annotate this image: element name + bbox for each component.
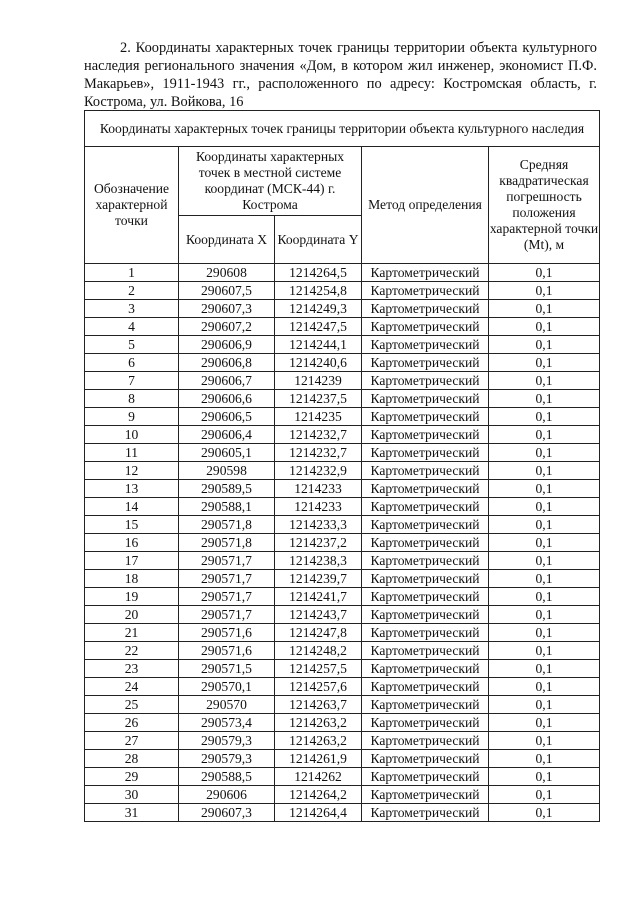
method-cell: Картометрический — [362, 372, 489, 390]
point-cell: 25 — [85, 696, 179, 714]
error-cell: 0,1 — [489, 570, 600, 588]
x-cell: 290579,3 — [179, 732, 275, 750]
method-cell: Картометрический — [362, 390, 489, 408]
method-cell: Картометрический — [362, 444, 489, 462]
y-cell: 1214232,7 — [275, 426, 362, 444]
x-cell: 290589,5 — [179, 480, 275, 498]
method-cell: Картометрический — [362, 552, 489, 570]
table-row — [85, 462, 600, 480]
error-cell: 0,1 — [489, 426, 600, 444]
x-cell: 290571,7 — [179, 570, 275, 588]
y-cell: 1214233,3 — [275, 516, 362, 534]
error-cell: 0,1 — [489, 714, 600, 732]
method-cell: Картометрический — [362, 354, 489, 372]
x-cell: 290570,1 — [179, 678, 275, 696]
table-row — [85, 390, 600, 408]
point-cell: 18 — [85, 570, 179, 588]
table-row — [85, 678, 600, 696]
point-cell: 20 — [85, 606, 179, 624]
table-row — [85, 408, 600, 426]
point-cell: 4 — [85, 318, 179, 336]
point-cell: 21 — [85, 624, 179, 642]
header-method: Метод определения — [362, 147, 489, 264]
x-cell: 290571,7 — [179, 606, 275, 624]
method-cell: Картометрический — [362, 588, 489, 606]
method-cell: Картометрический — [362, 516, 489, 534]
y-cell: 1214239 — [275, 372, 362, 390]
y-cell: 1214249,3 — [275, 300, 362, 318]
intro-paragraph-block — [84, 39, 597, 111]
point-cell: 14 — [85, 498, 179, 516]
error-cell: 0,1 — [489, 282, 600, 300]
y-cell: 1214264,2 — [275, 786, 362, 804]
table-row — [85, 750, 600, 768]
x-cell: 290605,1 — [179, 444, 275, 462]
error-cell: 0,1 — [489, 786, 600, 804]
point-cell: 8 — [85, 390, 179, 408]
point-cell: 28 — [85, 750, 179, 768]
x-cell: 290588,1 — [179, 498, 275, 516]
y-cell: 1214243,7 — [275, 606, 362, 624]
x-cell: 290579,3 — [179, 750, 275, 768]
method-cell: Картометрический — [362, 534, 489, 552]
table-row — [85, 804, 600, 822]
x-cell: 290606,5 — [179, 408, 275, 426]
error-cell: 0,1 — [489, 624, 600, 642]
x-cell: 290598 — [179, 462, 275, 480]
method-cell: Картометрический — [362, 642, 489, 660]
y-cell: 1214235 — [275, 408, 362, 426]
method-cell: Картометрический — [362, 624, 489, 642]
table-row — [85, 444, 600, 462]
table-row — [85, 552, 600, 570]
point-cell: 29 — [85, 768, 179, 786]
table-row — [85, 696, 600, 714]
y-cell: 1214264,5 — [275, 264, 362, 282]
y-cell: 1214264,4 — [275, 804, 362, 822]
x-cell: 290588,5 — [179, 768, 275, 786]
header-point: Обозначение характерной точки — [85, 147, 179, 264]
header-y: Координата Y — [275, 216, 362, 264]
point-cell: 3 — [85, 300, 179, 318]
y-cell: 1214233 — [275, 480, 362, 498]
method-cell: Картометрический — [362, 480, 489, 498]
error-cell: 0,1 — [489, 372, 600, 390]
error-cell: 0,1 — [489, 750, 600, 768]
y-cell: 1214263,2 — [275, 732, 362, 750]
error-cell: 0,1 — [489, 768, 600, 786]
table-row — [85, 732, 600, 750]
y-cell: 1214239,7 — [275, 570, 362, 588]
x-cell: 290571,8 — [179, 534, 275, 552]
method-cell: Картометрический — [362, 696, 489, 714]
table-row — [85, 480, 600, 498]
point-cell: 2 — [85, 282, 179, 300]
y-cell: 1214241,7 — [275, 588, 362, 606]
method-cell: Картометрический — [362, 768, 489, 786]
point-cell: 30 — [85, 786, 179, 804]
x-cell: 290607,2 — [179, 318, 275, 336]
error-cell: 0,1 — [489, 408, 600, 426]
y-cell: 1214261,9 — [275, 750, 362, 768]
error-cell: 0,1 — [489, 642, 600, 660]
method-cell: Картометрический — [362, 750, 489, 768]
error-cell: 0,1 — [489, 480, 600, 498]
method-cell: Картометрический — [362, 408, 489, 426]
table-row — [85, 318, 600, 336]
y-cell: 1214263,2 — [275, 714, 362, 732]
error-cell: 0,1 — [489, 318, 600, 336]
error-cell: 0,1 — [489, 804, 600, 822]
y-cell: 1214237,2 — [275, 534, 362, 552]
error-cell: 0,1 — [489, 588, 600, 606]
table-row — [85, 534, 600, 552]
y-cell: 1214257,6 — [275, 678, 362, 696]
error-cell: 0,1 — [489, 696, 600, 714]
y-cell: 1214262 — [275, 768, 362, 786]
method-cell: Картометрический — [362, 318, 489, 336]
error-cell: 0,1 — [489, 534, 600, 552]
y-cell: 1214233 — [275, 498, 362, 516]
y-cell: 1214238,3 — [275, 552, 362, 570]
table-row — [85, 300, 600, 318]
table-row — [85, 282, 600, 300]
y-cell: 1214248,2 — [275, 642, 362, 660]
table-row — [85, 714, 600, 732]
method-cell: Картометрический — [362, 732, 489, 750]
table-row — [85, 336, 600, 354]
error-cell: 0,1 — [489, 462, 600, 480]
method-cell: Картометрический — [362, 570, 489, 588]
intro-text: 2. Координаты характерных точек границы территории объекта культурного наследия регионального значения «Дом, в котором жил инженер, экономист П.Ф. Макарьев», 1911-1943 гг., расположенного по адресу: Костромская область, г. Кострома, ул. Войкова, 16 — [84, 40, 597, 110]
point-cell: 15 — [85, 516, 179, 534]
table-row — [85, 606, 600, 624]
method-cell: Картометрический — [362, 300, 489, 318]
header-coords-group: Координаты характерных точек в местной системе координат (МСК-44) г. Кострома — [179, 147, 362, 216]
point-cell: 19 — [85, 588, 179, 606]
x-cell: 290607,5 — [179, 282, 275, 300]
point-cell: 6 — [85, 354, 179, 372]
x-cell: 290606,6 — [179, 390, 275, 408]
table-row — [85, 354, 600, 372]
error-cell: 0,1 — [489, 264, 600, 282]
y-cell: 1214237,5 — [275, 390, 362, 408]
x-cell: 290571,6 — [179, 642, 275, 660]
table-row — [85, 426, 600, 444]
method-cell: Картометрический — [362, 804, 489, 822]
error-cell: 0,1 — [489, 336, 600, 354]
point-cell: 17 — [85, 552, 179, 570]
point-cell: 24 — [85, 678, 179, 696]
header-error: Средняя квадратическая погрешность положения характерной точки (Mt), м — [489, 147, 600, 264]
error-cell: 0,1 — [489, 660, 600, 678]
x-cell: 290606,9 — [179, 336, 275, 354]
point-cell: 27 — [85, 732, 179, 750]
y-cell: 1214244,1 — [275, 336, 362, 354]
error-cell: 0,1 — [489, 732, 600, 750]
method-cell: Картометрический — [362, 462, 489, 480]
method-cell: Картометрический — [362, 714, 489, 732]
method-cell: Картометрический — [362, 426, 489, 444]
y-cell: 1214257,5 — [275, 660, 362, 678]
error-cell: 0,1 — [489, 516, 600, 534]
x-cell: 290571,8 — [179, 516, 275, 534]
y-cell: 1214240,6 — [275, 354, 362, 372]
y-cell: 1214247,8 — [275, 624, 362, 642]
table-row — [85, 570, 600, 588]
error-cell: 0,1 — [489, 390, 600, 408]
x-cell: 290608 — [179, 264, 275, 282]
y-cell: 1214254,8 — [275, 282, 362, 300]
error-cell: 0,1 — [489, 606, 600, 624]
table-caption: Координаты характерных точек границы территории объекта культурного наследия — [85, 111, 600, 147]
coordinates-table — [84, 110, 600, 822]
method-cell: Картометрический — [362, 336, 489, 354]
point-cell: 12 — [85, 462, 179, 480]
point-cell: 16 — [85, 534, 179, 552]
table-row — [85, 768, 600, 786]
error-cell: 0,1 — [489, 498, 600, 516]
point-cell: 11 — [85, 444, 179, 462]
error-cell: 0,1 — [489, 300, 600, 318]
point-cell: 26 — [85, 714, 179, 732]
x-cell: 290606 — [179, 786, 275, 804]
table-row — [85, 624, 600, 642]
x-cell: 290571,5 — [179, 660, 275, 678]
point-cell: 13 — [85, 480, 179, 498]
x-cell: 290606,4 — [179, 426, 275, 444]
method-cell: Картометрический — [362, 606, 489, 624]
table-row — [85, 786, 600, 804]
table-row — [85, 642, 600, 660]
table-row — [85, 588, 600, 606]
method-cell: Картометрический — [362, 264, 489, 282]
y-cell: 1214232,9 — [275, 462, 362, 480]
x-cell: 290570 — [179, 696, 275, 714]
header-x: Координата X — [179, 216, 275, 264]
error-cell: 0,1 — [489, 354, 600, 372]
y-cell: 1214232,7 — [275, 444, 362, 462]
table-row — [85, 498, 600, 516]
point-cell: 5 — [85, 336, 179, 354]
method-cell: Картометрический — [362, 678, 489, 696]
table-row — [85, 372, 600, 390]
error-cell: 0,1 — [489, 678, 600, 696]
x-cell: 290607,3 — [179, 300, 275, 318]
point-cell: 10 — [85, 426, 179, 444]
table-row — [85, 264, 600, 282]
table-row — [85, 516, 600, 534]
x-cell: 290571,7 — [179, 552, 275, 570]
point-cell: 7 — [85, 372, 179, 390]
point-cell: 31 — [85, 804, 179, 822]
x-cell: 290571,7 — [179, 588, 275, 606]
error-cell: 0,1 — [489, 444, 600, 462]
y-cell: 1214263,7 — [275, 696, 362, 714]
table-body — [85, 264, 600, 822]
error-cell: 0,1 — [489, 552, 600, 570]
method-cell: Картометрический — [362, 282, 489, 300]
x-cell: 290571,6 — [179, 624, 275, 642]
method-cell: Картометрический — [362, 498, 489, 516]
y-cell: 1214247,5 — [275, 318, 362, 336]
x-cell: 290606,7 — [179, 372, 275, 390]
point-cell: 22 — [85, 642, 179, 660]
table-row — [85, 660, 600, 678]
x-cell: 290607,3 — [179, 804, 275, 822]
point-cell: 1 — [85, 264, 179, 282]
method-cell: Картометрический — [362, 660, 489, 678]
point-cell: 23 — [85, 660, 179, 678]
method-cell: Картометрический — [362, 786, 489, 804]
x-cell: 290573,4 — [179, 714, 275, 732]
x-cell: 290606,8 — [179, 354, 275, 372]
point-cell: 9 — [85, 408, 179, 426]
